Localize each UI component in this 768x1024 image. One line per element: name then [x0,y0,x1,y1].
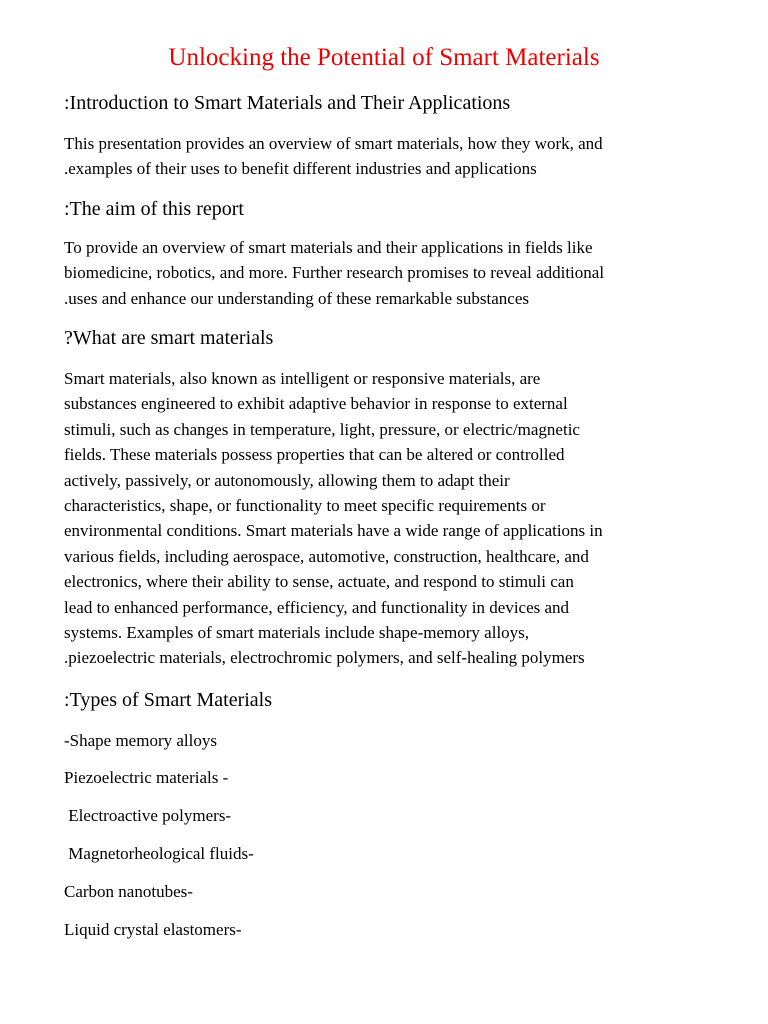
paragraph-line: .piezoelectric materials, electrochromic polymers, and self-healing polymers [64,648,585,668]
section-heading-aim: :The aim of this report [64,198,244,220]
paragraph-line: systems. Examples of smart materials include shape-memory alloys, [64,623,530,643]
paragraph-line: Smart materials, also known as intelligent or responsive materials, are [64,369,541,388]
paragraph-line: .uses and enhance our understanding of these remarkable substances [64,288,529,308]
paragraph-line: .examples of their uses to benefit different industries and applications [64,159,537,179]
paragraph-line: biomedicine, robotics, and more. Further research promises to reveal additional [64,263,605,283]
section-heading-introduction: :Introduction to Smart Materials and Their Applications [64,92,511,114]
list-item-electroactive-polymers: Electroactive polymers- [64,806,232,825]
paragraph-line: characteristics, shape, or functionality to meet specific requirements or [64,496,546,516]
paragraph-introduction [64,131,726,182]
list-item-carbon-nanotubes: Carbon nanotubes- [64,882,193,901]
section-heading-what-are-smart-materials: ?What are smart materials [64,327,274,349]
list-item-liquid-crystal-elastomers: Liquid crystal elastomers- [64,920,242,939]
paragraph-what-are-smart-materials [64,366,726,671]
paragraph-line: This presentation provides an overview of smart materials, how they work, and [64,134,603,153]
list-item-piezoelectric-materials: Piezoelectric materials - [64,768,229,787]
list-item-shape-memory-alloys: -Shape memory alloys [64,731,217,750]
paragraph-line: environmental conditions. Smart materials have a wide range of applications in [64,521,603,541]
paragraph-line: stimuli, such as changes in temperature, light, pressure, or electric/magnetic [64,419,580,439]
paragraph-line: electronics, where their ability to sense, actuate, and respond to stimuli can [64,572,574,592]
paragraph-line: To provide an overview of smart materials and their applications in fields like [64,238,593,257]
section-heading-types: :Types of Smart Materials [64,689,272,711]
paragraph-aim [64,235,726,311]
document-title: Unlocking the Potential of Smart Materials [168,44,600,71]
list-item-magnetorheological-fluids: Magnetorheological fluids- [64,844,254,863]
paragraph-line: lead to enhanced performance, efficiency, and functionality in devices and [64,597,570,617]
paragraph-line: various fields, including aerospace, automotive, construction, healthcare, and [64,546,589,566]
paragraph-line: actively, passively, or autonomously, allowing them to adapt their [64,470,510,490]
paragraph-line: substances engineered to exhibit adaptive behavior in response to external [64,394,568,414]
paragraph-line: fields. These materials possess properties that can be altered or controlled [64,445,565,465]
